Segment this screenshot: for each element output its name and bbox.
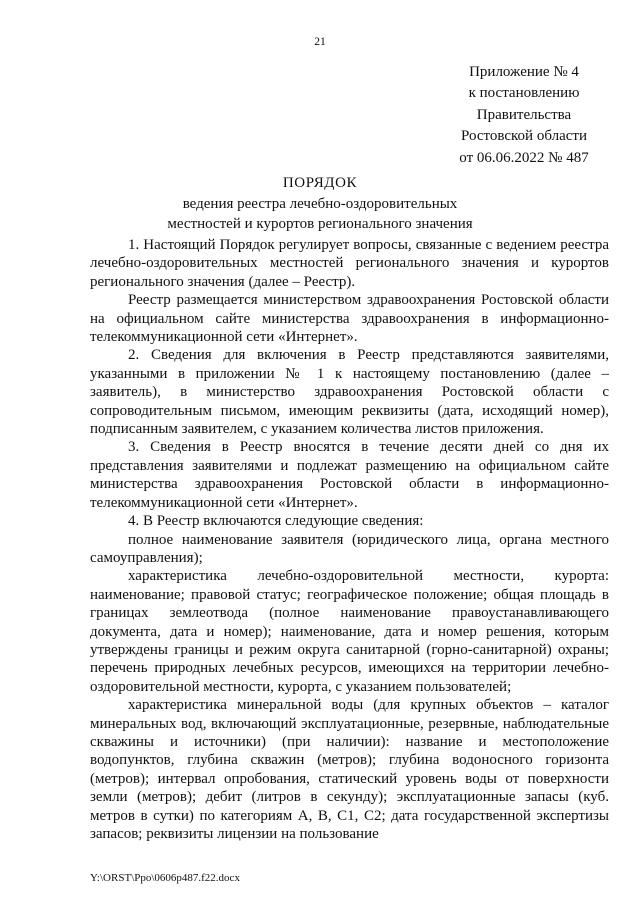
appendix-line: Правительства	[476, 106, 572, 123]
appendix-line: от 06.06.2022 № 487	[459, 149, 589, 166]
paragraph-4: 4. В Реестр включаются следующие сведения:	[128, 513, 424, 530]
file-path-footer: Y:\ORST\Ppo\0606p487.f22.docx	[90, 872, 240, 884]
paragraph-1: 1. Настоящий Порядок регулирует вопросы, связанные с ведением реестра лечебно-оздоровительных местностей регионального значения и курортов регионального значения (далее – Реестр).	[90, 237, 609, 290]
page-number: 21	[314, 36, 326, 48]
subtitle-line: ведения реестра лечебно-оздоровительных	[182, 196, 458, 212]
list-item-applicant-name: полное наименование заявителя (юридического лица, органа местного самоуправления);	[90, 531, 609, 566]
appendix-line: Приложение № 4	[469, 64, 579, 80]
document-body	[90, 236, 609, 843]
appendix-line: к постановлению	[468, 85, 580, 102]
paragraph-registry-publication: Реестр размещается министерством здравоохранения Ростовской области на официальном сайте министерства здравоохранения в информационно-телекоммуникационной сети «Интернет».	[90, 292, 609, 346]
list-item-area-characteristics: характеристика лечебно-оздоровительной местности, курорта: наименование; правовой статус; географическое положение; общая площадь в границах землеотвода (полное наименование правоустанавливающего документа, дата и номер); наименование, дата и номер решения, которым утверждены границы и режим округа санитарной (горно-санитарной) охраны; перечень природных лечебных ресурсов, имеющихся на территории лечебно-оздоровительной местности, курорта, с указанием пользователей;	[90, 568, 609, 695]
paragraph-2: 2. Сведения для включения в Реестр представляются заявителями, указанными в приложении № 1 к настоящему постановлению (далее – заявитель), в министерство здравоохранения Ростовской области с сопроводительным письмом, имеющим реквизиты (дата, исходящий номер), подписанным заявителем, с указанием количества листов приложения.	[90, 347, 609, 438]
paragraph-3: 3. Сведения в Реестр вносятся в течение десяти дней со дня их представления заявителями и подлежат размещению на официальном сайте министерства здравоохранения Ростовской области в информационно-телекоммуникационной сети «Интернет».	[90, 439, 609, 511]
title-block	[0, 173, 640, 234]
document-title: ПОРЯДОК	[282, 175, 358, 191]
appendix-reference	[438, 62, 610, 169]
appendix-line: Ростовской области	[461, 128, 587, 145]
subtitle-line: местностей и курортов регионального значения	[167, 216, 473, 232]
list-item-mineral-water: характеристика минеральной воды (для крупных объектов – каталог минеральных вод, включающий эксплуатационные, резервные, наблюдательные скважины и источники) (при наличии): название и местоположение водопунктов, глубина скважин (метров); глубина водоносного горизонта (метров); интервал опробования, статический уровень воды от поверхности земли (метров); дебит (литров в секунду); эксплуатационные запасы (куб. метров в сутки) по категориям А, В, С1, С2; дата государственной экспертизы запасов; реквизиты лицензии на пользование	[90, 697, 609, 842]
document-subtitle	[0, 194, 640, 234]
